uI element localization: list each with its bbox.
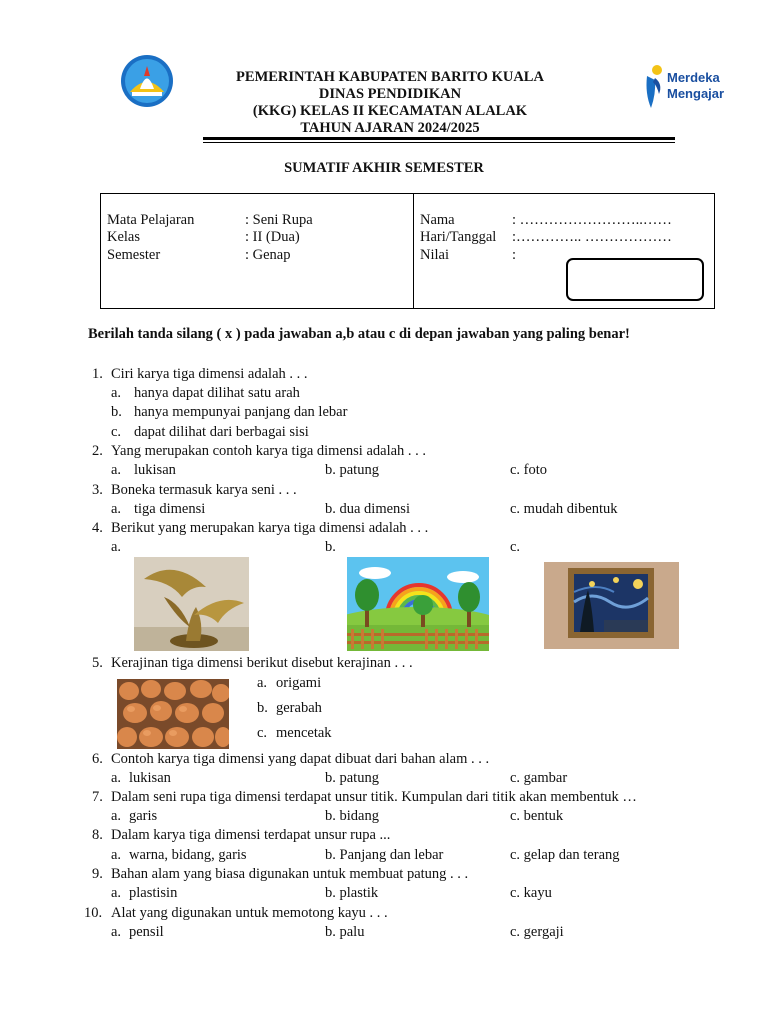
- option-3a[interactable]: tiga dimensi: [134, 501, 206, 517]
- question-text: Boneka termasuk karya seni . . .: [111, 482, 297, 498]
- option-8a[interactable]: warna, bidang, garis: [129, 847, 247, 863]
- question-text: Berikut yang merupakan karya tiga dimensi adalah . . .: [111, 520, 429, 536]
- question-text: Dalam seni rupa tiga dimensi terdapat unsur titik. Kumpulan dari titik akan membentuk …: [111, 789, 637, 805]
- option-2c[interactable]: c. foto: [510, 462, 548, 478]
- dolphin-sculpture-image: [134, 557, 249, 651]
- field-value-class: : II (Dua): [245, 229, 300, 245]
- option-6c[interactable]: c. gambar: [510, 770, 568, 786]
- instruction: Berilah tanda silang ( x ) pada jawaban a,b atau c di depan jawaban yang paling benar!: [88, 326, 630, 342]
- field-label-score: Nilai: [420, 247, 449, 263]
- merdeka-logo-line1: Merdeka: [667, 70, 720, 85]
- rainbow-landscape-image: [347, 557, 489, 651]
- option-letter: a.: [111, 385, 122, 401]
- question-number: 8.: [92, 827, 103, 843]
- question-number: 1.: [92, 366, 103, 382]
- option-8b[interactable]: b. Panjang dan lebar: [325, 847, 444, 863]
- option-letter: a.: [111, 808, 122, 824]
- option-7c[interactable]: c. bentuk: [510, 808, 564, 824]
- field-value-score: :: [512, 247, 517, 263]
- option-5a[interactable]: origami: [276, 675, 322, 691]
- question-number: 6.: [92, 751, 103, 767]
- header-line-3: (KKG) KELAS II KECAMATAN ALALAK: [252, 103, 528, 119]
- header-line-1: PEMERINTAH KABUPATEN BARITO KUALA: [236, 69, 544, 85]
- option-1b[interactable]: hanya mempunyai panjang dan lebar: [134, 404, 348, 420]
- field-label-class: Kelas: [107, 229, 141, 245]
- question-text: Alat yang digunakan untuk memotong kayu . . .: [111, 905, 388, 921]
- field-value-semester: : Genap: [245, 247, 291, 263]
- option-10a[interactable]: pensil: [129, 924, 164, 940]
- header-divider-thin: [203, 142, 675, 143]
- field-label-semester: Semester: [107, 247, 161, 263]
- header-divider-thick: [203, 137, 675, 140]
- option-7b[interactable]: b. bidang: [325, 808, 379, 824]
- option-9b[interactable]: b. plastik: [325, 885, 379, 901]
- option-letter: b.: [257, 700, 268, 716]
- tut-wuri-logo: [118, 54, 176, 108]
- option-letter: a.: [111, 462, 122, 478]
- option-5b[interactable]: gerabah: [276, 700, 322, 716]
- option-letter: c.: [257, 725, 268, 741]
- option-letter: a.: [111, 924, 122, 940]
- merdeka-logo-line2: Mengajar: [667, 86, 725, 101]
- option-letter: a.: [111, 501, 122, 517]
- option-10c[interactable]: c. gergaji: [510, 924, 564, 940]
- header-line-2: DINAS PENDIDIKAN: [318, 86, 462, 102]
- option-5c[interactable]: mencetak: [276, 725, 332, 741]
- question-number: 3.: [92, 482, 103, 498]
- header-line-4: TAHUN AJARAN 2024/2025: [300, 120, 480, 136]
- field-value-date[interactable]: :………….. ………………: [512, 229, 672, 245]
- option-2b[interactable]: b. patung: [325, 462, 379, 478]
- score-box[interactable]: [566, 258, 704, 301]
- option-8c[interactable]: c. gelap dan terang: [510, 847, 620, 863]
- option-4b[interactable]: b.: [325, 539, 336, 555]
- option-letter: a.: [111, 770, 122, 786]
- option-1c[interactable]: dapat dilihat dari berbagai sisi: [134, 424, 309, 440]
- option-letter: a.: [257, 675, 268, 691]
- option-6a[interactable]: lukisan: [129, 770, 171, 786]
- pottery-image: [117, 679, 229, 749]
- option-7a[interactable]: garis: [129, 808, 158, 824]
- question-number: 10.: [84, 905, 103, 921]
- option-3b[interactable]: b. dua dimensi: [325, 501, 410, 517]
- option-letter: c.: [111, 424, 122, 440]
- option-1a[interactable]: hanya dapat dilihat satu arah: [134, 385, 300, 401]
- field-label-name: Nama: [420, 212, 455, 228]
- question-number: 2.: [92, 443, 103, 459]
- field-label-date: Hari/Tanggal: [420, 229, 497, 245]
- question-text: Ciri karya tiga dimensi adalah . . .: [111, 366, 308, 382]
- question-text: Bahan alam yang biasa digunakan untuk membuat patung . . .: [111, 866, 469, 882]
- option-9a[interactable]: plastisin: [129, 885, 178, 901]
- option-9c[interactable]: c. kayu: [510, 885, 552, 901]
- question-text: Kerajinan tiga dimensi berikut disebut kerajinan . . .: [111, 655, 413, 671]
- option-letter: b.: [111, 404, 122, 420]
- question-text: Contoh karya tiga dimensi yang dapat dibuat dari bahan alam . . .: [111, 751, 490, 767]
- question-text: Yang merupakan contoh karya tiga dimensi adalah . . .: [111, 443, 427, 459]
- exam-title: SUMATIF AKHIR SEMESTER: [284, 160, 484, 176]
- identity-divider: [413, 193, 414, 309]
- question-number: 5.: [92, 655, 103, 671]
- option-10b[interactable]: b. palu: [325, 924, 365, 940]
- field-value-name[interactable]: : ……………………..……: [512, 212, 672, 228]
- option-letter: a.: [111, 885, 122, 901]
- option-4c[interactable]: c.: [510, 539, 521, 555]
- option-2a[interactable]: lukisan: [134, 462, 176, 478]
- field-label-subject: Mata Pelajaran: [107, 212, 195, 228]
- field-value-subject: : Seni Rupa: [245, 212, 313, 228]
- option-letter: a.: [111, 847, 122, 863]
- option-4a[interactable]: a.: [111, 539, 122, 555]
- question-number: 9.: [92, 866, 103, 882]
- framed-painting-image: [544, 562, 679, 649]
- option-3c[interactable]: c. mudah dibentuk: [510, 501, 618, 517]
- merdeka-mengajar-logo: [643, 64, 733, 112]
- option-6b[interactable]: b. patung: [325, 770, 379, 786]
- question-number: 7.: [92, 789, 103, 805]
- question-text: Dalam karya tiga dimensi terdapat unsur rupa ...: [111, 827, 391, 843]
- question-number: 4.: [92, 520, 103, 536]
